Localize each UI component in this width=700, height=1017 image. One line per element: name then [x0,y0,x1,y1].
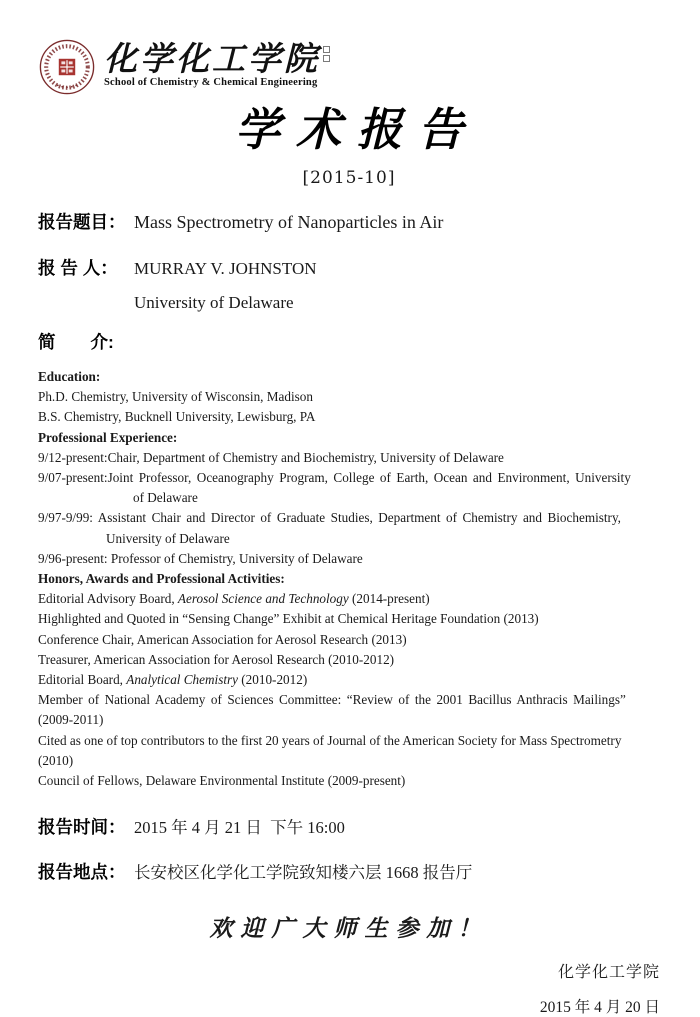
logo-school-name-cn: 化学化工学院 [104,39,320,78]
logo-school-name-en: School of Chemistry & Chemical Engineering [104,77,318,88]
time-value: 2015 年 4 月 21 日 下午 16:00 [134,818,345,838]
venue-row [38,859,660,884]
bio-line: Honors, Awards and Professional Activities: [38,571,285,587]
bio-line: 9/97-9/99: Assistant Chair and Director of Graduate Studies, Department of Chemistry and Biochemistry, [38,510,621,526]
logo-stamp-mark [323,46,330,62]
signature-block [38,959,660,1017]
bio-line: Treasurer, American Association for Aerosol Research (2010-2012) [38,651,395,667]
bio-line: University of Delaware [106,530,230,546]
speaker-affiliation: University of Delaware [134,293,294,312]
bio-label: 简 介: [38,332,114,352]
speaker-row [38,255,660,280]
bio-line: Conference Chair, American Association for Aerosol Research (2013) [38,631,407,647]
topic-value: Mass Spectrometry of Nanoparticles in Air [134,212,444,232]
bio-line: 9/07-present:Joint Professor, Oceanography Program, College of Earth, Ocean and Environment, University [38,470,631,486]
signature-date: 2015 年 4 月 20 日 [539,999,660,1017]
bio-line: Editorial Advisory Board, Aerosol Science and Technology (2014-present) [38,591,430,607]
bio-line: 9/12-present:Chair, Department of Chemistry and Biochemistry, University of Delaware [38,449,504,465]
time-row [38,814,660,839]
bio-line: Education: [38,369,101,384]
logo-text-block [104,38,320,88]
bio-lines [38,367,660,791]
bio-line: Highlighted and Quoted in “Sensing Change” Exhibit at Chemical Heritage Foundation (2013) [38,611,539,627]
school-logo [38,38,660,96]
bio-line: Member of National Academy of Sciences Committee: “Review of the 2001 Bacillus Anthracis Mailings” [38,692,626,708]
signature-name: 化学化工学院 [557,964,660,982]
topic-row [38,209,660,234]
bio-line: Professional Experience: [38,429,178,445]
bio-line: B.S. Chemistry, Bucknell University, Lewisburg, PA [38,409,316,425]
bio-line: 9/96-present: Professor of Chemistry, University of Delaware [38,550,363,566]
bio-line: Ph.D. Chemistry, University of Wisconsin, Madison [38,389,313,405]
bio-line: Council of Fellows, Delaware Environmental Institute (2009-present) [38,773,406,789]
speaker-label: 报 告 人： [38,258,118,278]
bio-line: (2009-2011) [38,712,104,728]
bio-line: Editorial Board, Analytical Chemistry (2010-2012) [38,672,308,688]
issue-number: [2015-10] [302,168,396,188]
venue-value: 长安校区化学化工学院致知楼六层 1668 报告厅 [134,863,473,883]
bio-line: Cited as one of top contributors to the first 20 years of Journal of the American Society for Mass Spectrometry [38,732,622,748]
time-label: 报告时间： [38,817,126,838]
bio-line: (2010) [38,752,74,768]
page-title: 学术报告 [234,103,479,156]
speaker-value: MURRAY V. JOHNSTON [134,259,317,278]
bio-line: of Delaware [133,490,198,506]
topic-label: 报告题目： [38,212,126,232]
venue-label: 报告地点： [38,862,126,883]
bio-heading-row [38,329,660,354]
school-seal-icon [38,38,96,96]
welcome-message: 欢迎广大师生参加！ [209,915,489,943]
